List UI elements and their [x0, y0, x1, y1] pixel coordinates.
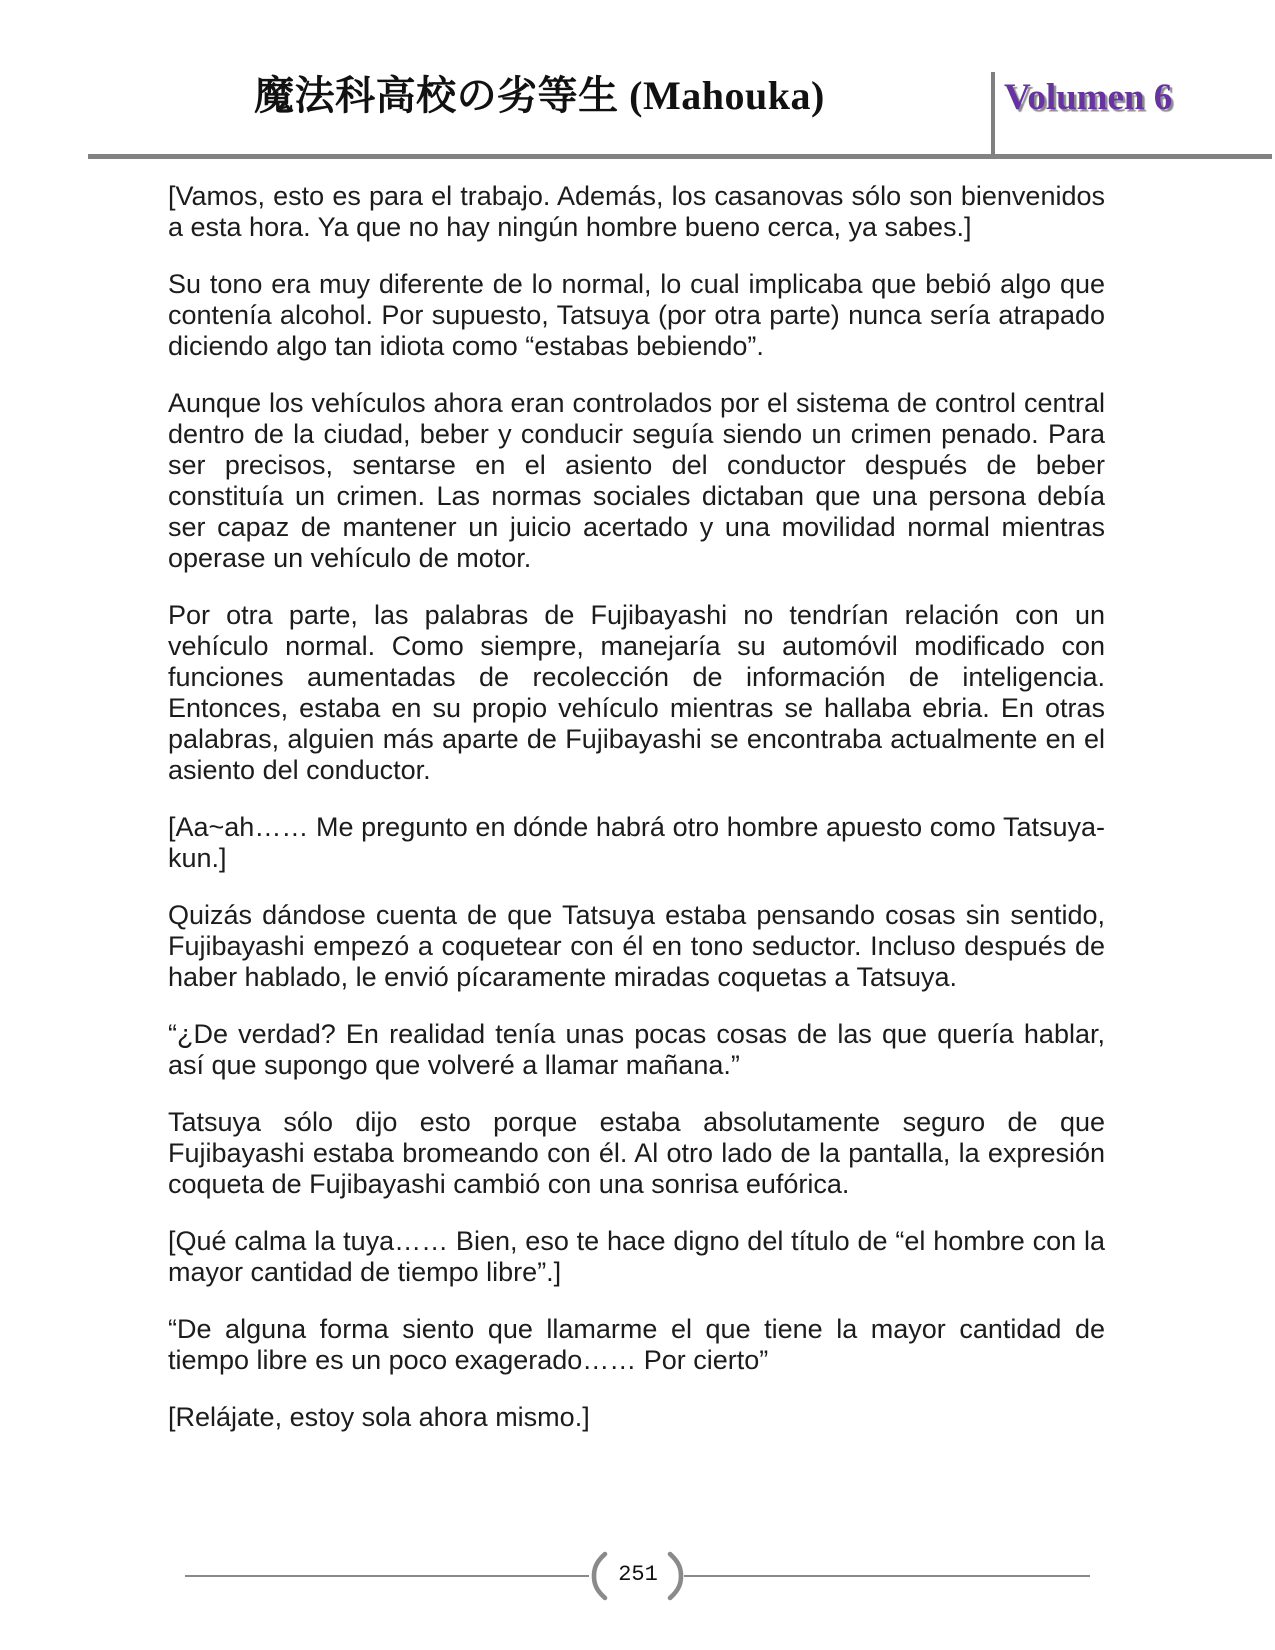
footer-rule-right — [684, 1575, 1090, 1577]
paragraph: [Qué calma la tuya…… Bien, eso te hace digno del título de “el hombre con la mayor cantidad de tiempo libre”.] — [168, 1226, 1105, 1287]
paragraph: [Relájate, estoy sola ahora mismo.] — [168, 1402, 590, 1432]
paragraph: [Aa~ah…… Me pregunto en dónde habrá otro hombre apuesto como Tatsuya-kun.] — [168, 812, 1105, 873]
paragraph: “De alguna forma siento que llamarme el que tiene la mayor cantidad de tiempo libre es un poco exagerado…… Por cierto” — [168, 1314, 1105, 1375]
volume-label: Volumen 6 — [1004, 77, 1173, 118]
paragraph: Tatsuya sólo dijo esto porque estaba absolutamente seguro de que Fujibayashi estaba bromeando con él. Al otro lado de la pantalla, la expresión coqueta de Fujibayashi cambió con una sonrisa eufórica. — [168, 1107, 1105, 1199]
body-text — [168, 181, 1105, 1459]
header-rule — [88, 154, 1272, 159]
page-title: 魔法科高校の劣等生 (Mahouka) — [254, 73, 825, 118]
paragraph: Por otra parte, las palabras de Fujibayashi no tendrían relación con un vehículo normal. Como siempre, manejaría su automóvil modificado con funciones aumentadas de recolección de información de inteligencia. Entonces, estaba en su propio vehículo mientras se hallaba ebria. En otras palabras, alguien más aparte de Fujibayashi se encontraba actualmente en el asiento del conductor. — [168, 600, 1105, 785]
paragraph: [Vamos, esto es para el trabajo. Además, los casanovas sólo son bienvenidos a esta hora. Ya que no hay ningún hombre bueno cerca, ya sabes.] — [168, 181, 1105, 242]
paragraph: Quizás dándose cuenta de que Tatsuya estaba pensando cosas sin sentido, Fujibayashi empezó a coquetear con él en tono seductor. Incluso después de haber hablado, le envió pícaramente miradas coquetas a Tatsuya. — [168, 900, 1105, 992]
page-number-bracket-right-icon — [665, 1551, 687, 1601]
footer-rule-left — [185, 1575, 589, 1577]
paragraph: Su tono era muy diferente de lo normal, lo cual implicaba que bebió algo que contenía alcohol. Por supuesto, Tatsuya (por otra parte) nunca sería atrapado diciendo algo tan idiota como “estabas bebiendo”. — [168, 269, 1105, 361]
page-number: 251 — [618, 1562, 658, 1587]
header-divider-bar — [991, 72, 995, 155]
paragraph: Aunque los vehículos ahora eran controlados por el sistema de control central dentro de la ciudad, beber y conducir seguía siendo un crimen penado. Para ser precisos, sentarse en el asiento del conductor después de beber constituía un crimen. Las normas sociales dictaban que una persona debía ser capaz de mantener un juicio acertado y una movilidad normal mientras operase un vehículo de motor. — [168, 388, 1105, 573]
paragraph: “¿De verdad? En realidad tenía unas pocas cosas de las que quería hablar, así que supongo que volveré a llamar mañana.” — [168, 1019, 1105, 1080]
